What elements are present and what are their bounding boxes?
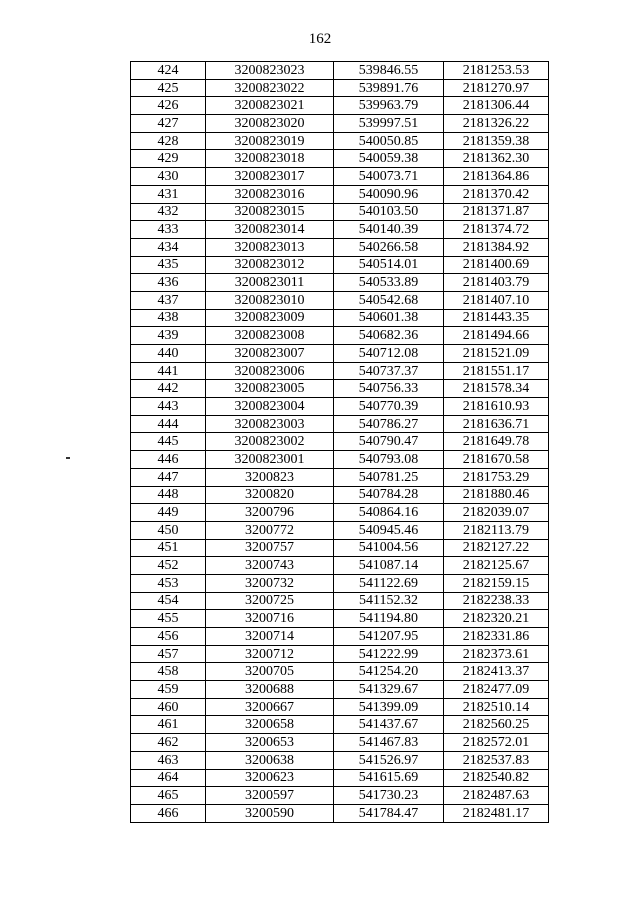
x-coordinate-cell: 539891.76 [334, 79, 444, 97]
row-index-cell: 464 [131, 769, 206, 787]
row-index-cell: 433 [131, 221, 206, 239]
table-row [131, 698, 549, 716]
table-row [131, 574, 549, 592]
y-coordinate-cell: 2181880.46 [444, 486, 549, 504]
table-row [131, 521, 549, 539]
row-index-cell: 435 [131, 256, 206, 274]
y-coordinate-cell: 2182537.83 [444, 751, 549, 769]
point-id-cell: 3200716 [206, 610, 334, 628]
x-coordinate-cell: 540945.46 [334, 521, 444, 539]
x-coordinate-cell: 539997.51 [334, 115, 444, 133]
table-row [131, 203, 549, 221]
y-coordinate-cell: 2182477.09 [444, 681, 549, 699]
y-coordinate-cell: 2182125.67 [444, 557, 549, 575]
row-index-cell: 463 [131, 751, 206, 769]
point-id-cell: 3200823022 [206, 79, 334, 97]
x-coordinate-cell: 540266.58 [334, 238, 444, 256]
table-row [131, 168, 549, 186]
row-index-cell: 431 [131, 185, 206, 203]
row-index-cell: 437 [131, 291, 206, 309]
table-row [131, 115, 549, 133]
table-row [131, 610, 549, 628]
table-row [131, 751, 549, 769]
point-id-cell: 3200823010 [206, 291, 334, 309]
row-index-cell: 434 [131, 238, 206, 256]
y-coordinate-cell: 2181494.66 [444, 327, 549, 345]
table-row [131, 309, 549, 327]
row-index-cell: 449 [131, 504, 206, 522]
x-coordinate-cell: 541087.14 [334, 557, 444, 575]
table-row [131, 380, 549, 398]
row-index-cell: 446 [131, 451, 206, 469]
y-coordinate-cell: 2181610.93 [444, 398, 549, 416]
row-index-cell: 424 [131, 62, 206, 80]
table-row [131, 185, 549, 203]
y-coordinate-cell: 2181326.22 [444, 115, 549, 133]
point-id-cell: 3200823012 [206, 256, 334, 274]
y-coordinate-cell: 2182572.01 [444, 734, 549, 752]
row-index-cell: 448 [131, 486, 206, 504]
point-id-cell: 3200823019 [206, 132, 334, 150]
row-index-cell: 432 [131, 203, 206, 221]
y-coordinate-cell: 2182331.86 [444, 628, 549, 646]
stray-mark [66, 457, 70, 459]
x-coordinate-cell: 540059.38 [334, 150, 444, 168]
row-index-cell: 465 [131, 787, 206, 805]
row-index-cell: 466 [131, 804, 206, 822]
coordinates-table [130, 61, 549, 823]
y-coordinate-cell: 2181362.30 [444, 150, 549, 168]
x-coordinate-cell: 540103.50 [334, 203, 444, 221]
table-row [131, 150, 549, 168]
table-row [131, 804, 549, 822]
row-index-cell: 460 [131, 698, 206, 716]
y-coordinate-cell: 2181670.58 [444, 451, 549, 469]
table-row [131, 769, 549, 787]
row-index-cell: 459 [131, 681, 206, 699]
x-coordinate-cell: 540542.68 [334, 291, 444, 309]
row-index-cell: 461 [131, 716, 206, 734]
x-coordinate-cell: 541004.56 [334, 539, 444, 557]
row-index-cell: 445 [131, 433, 206, 451]
x-coordinate-cell: 540514.01 [334, 256, 444, 274]
point-id-cell: 3200823 [206, 468, 334, 486]
table-row [131, 221, 549, 239]
y-coordinate-cell: 2182320.21 [444, 610, 549, 628]
table-row [131, 79, 549, 97]
point-id-cell: 3200823015 [206, 203, 334, 221]
y-coordinate-cell: 2181364.86 [444, 168, 549, 186]
x-coordinate-cell: 541730.23 [334, 787, 444, 805]
point-id-cell: 3200772 [206, 521, 334, 539]
y-coordinate-cell: 2182127.22 [444, 539, 549, 557]
row-index-cell: 456 [131, 628, 206, 646]
y-coordinate-cell: 2182039.07 [444, 504, 549, 522]
row-index-cell: 455 [131, 610, 206, 628]
row-index-cell: 427 [131, 115, 206, 133]
row-index-cell: 442 [131, 380, 206, 398]
point-id-cell: 3200732 [206, 574, 334, 592]
y-coordinate-cell: 2181443.35 [444, 309, 549, 327]
row-index-cell: 444 [131, 415, 206, 433]
point-id-cell: 3200823020 [206, 115, 334, 133]
y-coordinate-cell: 2181370.42 [444, 185, 549, 203]
table-row [131, 681, 549, 699]
point-id-cell: 3200823014 [206, 221, 334, 239]
table-row [131, 238, 549, 256]
y-coordinate-cell: 2182238.33 [444, 592, 549, 610]
point-id-cell: 3200823005 [206, 380, 334, 398]
point-id-cell: 3200823007 [206, 345, 334, 363]
point-id-cell: 3200820 [206, 486, 334, 504]
point-id-cell: 3200823018 [206, 150, 334, 168]
point-id-cell: 3200688 [206, 681, 334, 699]
y-coordinate-cell: 2181253.53 [444, 62, 549, 80]
x-coordinate-cell: 541437.67 [334, 716, 444, 734]
x-coordinate-cell: 540601.38 [334, 309, 444, 327]
table-row [131, 415, 549, 433]
table-body [131, 62, 549, 823]
point-id-cell: 3200823011 [206, 274, 334, 292]
row-index-cell: 462 [131, 734, 206, 752]
x-coordinate-cell: 540786.27 [334, 415, 444, 433]
row-index-cell: 447 [131, 468, 206, 486]
x-coordinate-cell: 540781.25 [334, 468, 444, 486]
row-index-cell: 430 [131, 168, 206, 186]
row-index-cell: 457 [131, 645, 206, 663]
table-row [131, 97, 549, 115]
table-row [131, 256, 549, 274]
x-coordinate-cell: 541329.67 [334, 681, 444, 699]
x-coordinate-cell: 541399.09 [334, 698, 444, 716]
point-id-cell: 3200823004 [206, 398, 334, 416]
point-id-cell: 3200823013 [206, 238, 334, 256]
table-row [131, 539, 549, 557]
table-row [131, 663, 549, 681]
x-coordinate-cell: 541207.95 [334, 628, 444, 646]
table-row [131, 433, 549, 451]
point-id-cell: 3200638 [206, 751, 334, 769]
table-row [131, 645, 549, 663]
x-coordinate-cell: 540864.16 [334, 504, 444, 522]
table-row [131, 62, 549, 80]
y-coordinate-cell: 2182560.25 [444, 716, 549, 734]
x-coordinate-cell: 541526.97 [334, 751, 444, 769]
x-coordinate-cell: 541222.99 [334, 645, 444, 663]
x-coordinate-cell: 540793.08 [334, 451, 444, 469]
row-index-cell: 436 [131, 274, 206, 292]
y-coordinate-cell: 2182373.61 [444, 645, 549, 663]
row-index-cell: 438 [131, 309, 206, 327]
point-id-cell: 3200823017 [206, 168, 334, 186]
table-row [131, 398, 549, 416]
point-id-cell: 3200714 [206, 628, 334, 646]
y-coordinate-cell: 2181521.09 [444, 345, 549, 363]
table-row [131, 362, 549, 380]
x-coordinate-cell: 540682.36 [334, 327, 444, 345]
table-row [131, 787, 549, 805]
row-index-cell: 441 [131, 362, 206, 380]
point-id-cell: 3200823023 [206, 62, 334, 80]
row-index-cell: 429 [131, 150, 206, 168]
point-id-cell: 3200796 [206, 504, 334, 522]
y-coordinate-cell: 2181551.17 [444, 362, 549, 380]
table-row [131, 468, 549, 486]
x-coordinate-cell: 540140.39 [334, 221, 444, 239]
y-coordinate-cell: 2181753.29 [444, 468, 549, 486]
table-row [131, 716, 549, 734]
point-id-cell: 3200590 [206, 804, 334, 822]
point-id-cell: 3200725 [206, 592, 334, 610]
x-coordinate-cell: 541152.32 [334, 592, 444, 610]
x-coordinate-cell: 539846.55 [334, 62, 444, 80]
point-id-cell: 3200653 [206, 734, 334, 752]
x-coordinate-cell: 540712.08 [334, 345, 444, 363]
y-coordinate-cell: 2182113.79 [444, 521, 549, 539]
point-id-cell: 3200743 [206, 557, 334, 575]
y-coordinate-cell: 2181374.72 [444, 221, 549, 239]
y-coordinate-cell: 2182413.37 [444, 663, 549, 681]
table-row [131, 592, 549, 610]
x-coordinate-cell: 540050.85 [334, 132, 444, 150]
point-id-cell: 3200623 [206, 769, 334, 787]
x-coordinate-cell: 540770.39 [334, 398, 444, 416]
y-coordinate-cell: 2181578.34 [444, 380, 549, 398]
point-id-cell: 3200667 [206, 698, 334, 716]
point-id-cell: 3200823006 [206, 362, 334, 380]
row-index-cell: 439 [131, 327, 206, 345]
point-id-cell: 3200823009 [206, 309, 334, 327]
y-coordinate-cell: 2181270.97 [444, 79, 549, 97]
table-row [131, 291, 549, 309]
x-coordinate-cell: 540784.28 [334, 486, 444, 504]
row-index-cell: 453 [131, 574, 206, 592]
x-coordinate-cell: 540790.47 [334, 433, 444, 451]
point-id-cell: 3200712 [206, 645, 334, 663]
x-coordinate-cell: 541784.47 [334, 804, 444, 822]
y-coordinate-cell: 2181384.92 [444, 238, 549, 256]
table-row [131, 628, 549, 646]
table-row [131, 327, 549, 345]
point-id-cell: 3200823021 [206, 97, 334, 115]
x-coordinate-cell: 541194.80 [334, 610, 444, 628]
row-index-cell: 452 [131, 557, 206, 575]
point-id-cell: 3200823008 [206, 327, 334, 345]
point-id-cell: 3200757 [206, 539, 334, 557]
row-index-cell: 451 [131, 539, 206, 557]
x-coordinate-cell: 541122.69 [334, 574, 444, 592]
y-coordinate-cell: 2181371.87 [444, 203, 549, 221]
x-coordinate-cell: 540737.37 [334, 362, 444, 380]
y-coordinate-cell: 2181400.69 [444, 256, 549, 274]
point-id-cell: 3200823002 [206, 433, 334, 451]
table-row [131, 504, 549, 522]
y-coordinate-cell: 2181306.44 [444, 97, 549, 115]
y-coordinate-cell: 2182487.63 [444, 787, 549, 805]
y-coordinate-cell: 2182159.15 [444, 574, 549, 592]
x-coordinate-cell: 541254.20 [334, 663, 444, 681]
table-row [131, 345, 549, 363]
x-coordinate-cell: 541615.69 [334, 769, 444, 787]
row-index-cell: 458 [131, 663, 206, 681]
page-number: 162 [308, 31, 332, 47]
point-id-cell: 3200597 [206, 787, 334, 805]
table-row [131, 734, 549, 752]
y-coordinate-cell: 2182481.17 [444, 804, 549, 822]
row-index-cell: 454 [131, 592, 206, 610]
y-coordinate-cell: 2181636.71 [444, 415, 549, 433]
x-coordinate-cell: 541467.83 [334, 734, 444, 752]
table-row [131, 557, 549, 575]
y-coordinate-cell: 2181403.79 [444, 274, 549, 292]
row-index-cell: 440 [131, 345, 206, 363]
x-coordinate-cell: 540533.89 [334, 274, 444, 292]
point-id-cell: 3200823003 [206, 415, 334, 433]
table-row [131, 451, 549, 469]
row-index-cell: 443 [131, 398, 206, 416]
point-id-cell: 3200823016 [206, 185, 334, 203]
y-coordinate-cell: 2181407.10 [444, 291, 549, 309]
row-index-cell: 450 [131, 521, 206, 539]
x-coordinate-cell: 540073.71 [334, 168, 444, 186]
y-coordinate-cell: 2181359.38 [444, 132, 549, 150]
table-row [131, 132, 549, 150]
table-row [131, 274, 549, 292]
row-index-cell: 426 [131, 97, 206, 115]
row-index-cell: 425 [131, 79, 206, 97]
y-coordinate-cell: 2182540.82 [444, 769, 549, 787]
x-coordinate-cell: 539963.79 [334, 97, 444, 115]
row-index-cell: 428 [131, 132, 206, 150]
point-id-cell: 3200823001 [206, 451, 334, 469]
point-id-cell: 3200705 [206, 663, 334, 681]
x-coordinate-cell: 540090.96 [334, 185, 444, 203]
point-id-cell: 3200658 [206, 716, 334, 734]
table-row [131, 486, 549, 504]
x-coordinate-cell: 540756.33 [334, 380, 444, 398]
y-coordinate-cell: 2182510.14 [444, 698, 549, 716]
y-coordinate-cell: 2181649.78 [444, 433, 549, 451]
